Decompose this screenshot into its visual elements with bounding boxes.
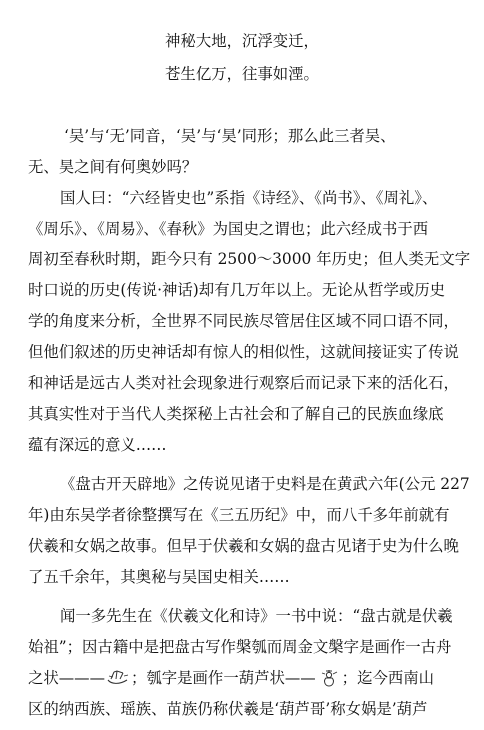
poem-line: 神秘大地，沉浮变迁，: [165, 32, 319, 50]
text-run: ；迄今西南山: [341, 669, 435, 687]
gourd-glyph-icon: [316, 668, 342, 688]
poem-line: 苍生亿万，往事如湮。: [165, 65, 319, 83]
text-run: 之状———: [28, 669, 105, 687]
boat-glyph-icon: [105, 668, 131, 688]
text-run: ；瓠字是画作一葫芦状——: [130, 669, 316, 687]
